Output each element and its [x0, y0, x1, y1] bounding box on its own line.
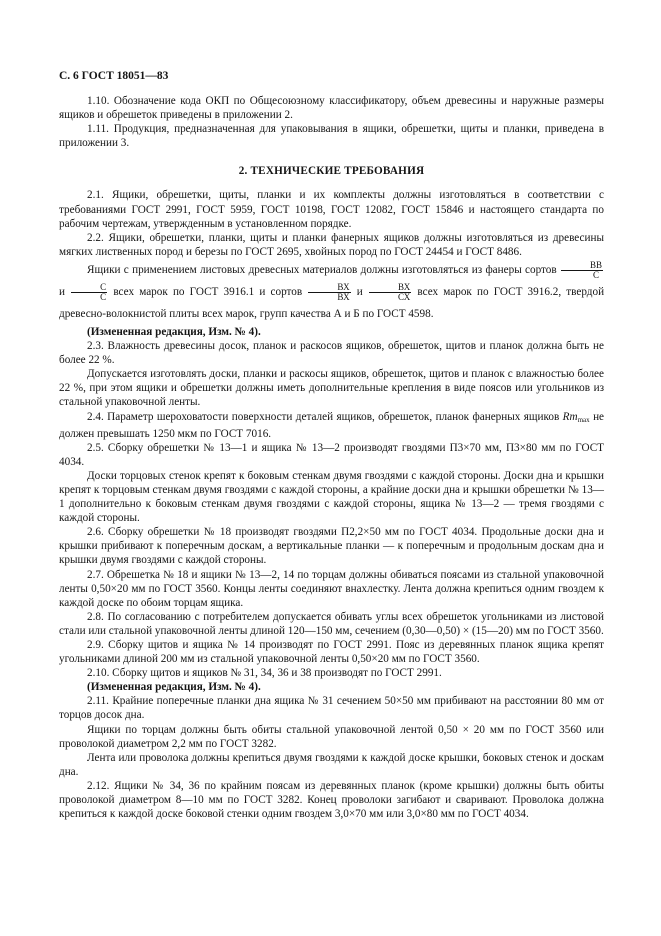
fraction-bb-c: [561, 261, 603, 280]
paragraph-2-2: 2.2. Ящики, обрешетки, планки, щиты и планки фанерных ящиков должны изготовляться из древесины мягких лиственных пород и березы по ГОСТ 2695, хвойных пород по ГОСТ 24454 и ГОСТ 8486.: [59, 231, 604, 258]
fraction-denominator: СХ: [397, 291, 411, 302]
fraction-numerator: С: [71, 283, 107, 293]
paragraph-2-11-c: Лента или проволока должны крепиться двумя гвоздями к каждой доске крышки, боковых стенок и доскам дна.: [59, 751, 604, 778]
fraction-numerator: ВХ: [369, 283, 411, 293]
paragraph-2-7: 2.7. Обрешетка № 18 и ящики № 13—2, 14 по торцам должны обиваться поясами из стальной упаковочной ленты 0,50×20 мм по ГОСТ 3560. Концы ленты соединяют внахлестку. Лента должна крепиться одним гвоздем к каждой доске по обоим торцам ящика.: [59, 568, 604, 609]
fraction-bx-cx: [369, 283, 411, 302]
section-title: 2. ТЕХНИЧЕСКИЕ ТРЕБОВАНИЯ: [238, 165, 425, 178]
paragraph-2-4: [59, 410, 604, 441]
fraction-c-c: [71, 283, 107, 302]
paragraph-2-8: 2.8. По согласованию с потребителем допускается обивать углы всех обрешеток угольниками из листовой стали или стальной упаковочной ленты длиной 120—150 мм, сечением (0,30—0,50) × (15—20) мм по ГОСТ 3560.: [59, 610, 604, 637]
fraction-denominator: С: [100, 291, 107, 302]
paragraph-2-1: 2.1. Ящики, обрешетки, щиты, планки и их комплекты должны изготовляться в соответствии с требованиями ГОСТ 2991, ГОСТ 5959, ГОСТ 10198, ГОСТ 12082, ГОСТ 15846 и настоящего стандарта по рабочим чертежам, утвержденным в установленном порядке.: [59, 189, 604, 230]
amendment-note: (Измененная редакция, Изм. № 4).: [87, 325, 261, 338]
p2-4-text-end: не должен превышать 1250 мкм по ГОСТ 7016.: [59, 410, 605, 440]
conjunction: и: [59, 285, 65, 298]
paragraph-2-11-b: Ящики по торцам должны быть обиты стальной упаковочной лентой 0,50 × 20 мм по ГОСТ 3560 или проволокой диаметром 2,2 мм по ГОСТ 3282.: [59, 723, 604, 750]
paragraph-2-6: 2.6. Сборку обрешетки № 18 производят гвоздями П2,2×50 мм по ГОСТ 4034. Продольные доски дна и крышки прибивают к поперечным доскам, а вертикальные планки — к поперечным и продольным доскам дна и крышки двумя гвоздями с каждой стороны.: [59, 526, 604, 567]
amendment-note-2: (Измененная редакция, Изм. № 4).: [87, 681, 261, 694]
sorts-text-start: Ящики с применением листовых древесных материалов должны изготовляться из фанеры сортов: [87, 263, 557, 276]
page-header: С. 6 ГОСТ 18051—83: [59, 70, 169, 82]
paragraph-2-5-b: Доски торцовых стенок крепят к боковым стенкам двумя гвоздями с каждой стороны. Доски дна и крышки крепят к торцовым стенкам двумя гвоздями с каждой стороны, а крайние доски дна и крышки обрешетки № 13—1 дополнительно к боковым стенкам двумя гвоздями с каждой стороны, ящика № 13—2 — тремя гвоздями с каждой стороны.: [59, 469, 604, 525]
rm-symbol: Rm: [562, 410, 578, 423]
paragraph-2-3: 2.3. Влажность древесины досок, планок и раскосов ящиков, обрешеток, щитов и планок должна быть не более 22 %.: [59, 340, 604, 367]
p2-4-text-start: 2.4. Параметр шероховатости поверхности деталей ящиков, обрешеток, планок фанерных ящиков: [87, 410, 560, 423]
conjunction: и: [356, 285, 363, 298]
sorts-text-end: всех марок по ГОСТ 3916.2, твердой древесно-волокнистой плиты всех марок, групп качества А и Б по ГОСТ 4598.: [59, 285, 605, 320]
fraction-bx-bx: [308, 283, 350, 302]
document-body: [59, 94, 604, 821]
paragraph-2-10: 2.10. Сборку щитов и ящиков № 31, 34, 36 и 38 производят по ГОСТ 2991.: [87, 667, 442, 680]
fraction-numerator: ВВ: [561, 261, 603, 271]
paragraph-2-12: 2.12. Ящики № 34, 36 по крайним поясам из деревянных планок (кроме крышки) должны быть обиты проволокой диаметром 8—10 мм по ГОСТ 3282. Конец проволоки загибают и сваривают. Проволока должна крепиться к каждой доске боковой стенки одним гвоздем 3,0×70 мм или 3,0×80 мм по ГОСТ 4034.: [59, 779, 604, 821]
sorts-text-mid: всех марок по ГОСТ 3916.1 и сортов: [113, 285, 303, 298]
rm-subscript: max: [577, 415, 590, 424]
paragraph-2-2-sorts: [59, 259, 604, 325]
paragraph-1-11: 1.11. Продукция, предназначенная для упаковывания в ящики, обрешетки, щиты и планки, приведена в приложении 3.: [59, 123, 604, 150]
fraction-numerator: ВХ: [308, 283, 350, 293]
fraction-denominator: ВХ: [337, 291, 350, 302]
fraction-denominator: С: [593, 269, 600, 280]
paragraph-2-11: 2.11. Крайние поперечные планки дна ящика № 31 сечением 50×50 мм прибивают на расстоянии 80 мм от торцов досок дна.: [59, 695, 604, 722]
paragraph-2-5: 2.5. Сборку обрешетки № 13—1 и ящика № 13—2 производят гвоздями П3×70 мм, П3×80 мм по ГОСТ 4034.: [59, 441, 604, 468]
paragraph-2-3-b: Допускается изготовлять доски, планки и раскосы ящиков, обрешеток, щитов и планок с влажностью более 22 %, при этом ящики и обрешетки должны иметь дополнительные крепления в виде поясов или угольников из стальной упаковочной ленты.: [59, 368, 604, 409]
paragraph-1-10: 1.10. Обозначение кода ОКП по Общесоюзному классификатору, объем древесины и наружные размеры ящиков и обрешеток приведены в приложении 2.: [59, 95, 604, 122]
paragraph-2-9: 2.9. Сборку щитов и ящика № 14 производят по ГОСТ 2991. Пояс из деревянных планок ящика крепят угольниками длиной 200 мм из стальной упаковочной ленты 0,50×20 мм по ГОСТ 3560.: [59, 639, 604, 666]
